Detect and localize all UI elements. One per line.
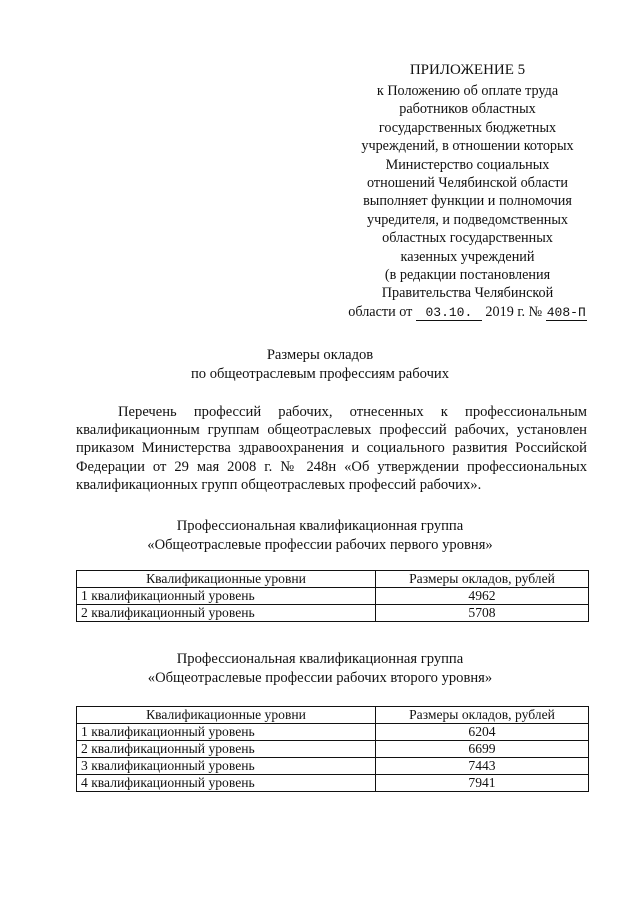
heading-line-2: по общеотраслевым профессиям рабочих [190, 366, 450, 382]
table-row [77, 775, 589, 792]
handwritten-date: 03.10. [416, 306, 482, 321]
appendix-number-prefix: 2019 г. № [485, 303, 543, 320]
appendix-line: работников областных [399, 101, 536, 118]
table-row [77, 605, 589, 622]
level-cell: 4 квалификационный уровень [77, 775, 376, 792]
column-header-salary: Размеры окладов, рублей [376, 707, 589, 724]
salary-cell: 7443 [376, 758, 589, 775]
intro-text: Перечень профессий рабочих, отнесенных к профессиональным квалификационным группам общеотраслевых профессий рабочих, установлен приказом Министерства здравоохранения и социального развития Российской Федерации от 29 мая 2008 г. № 248н «Об утверждении профессиональных квалификационных групп общеотраслевых профессий рабочих». [76, 404, 587, 493]
appendix-line: учредителя, и подведомственных [366, 211, 569, 228]
intro-paragraph [76, 403, 587, 494]
table-header-row [77, 707, 589, 724]
group-title-line-1: Профессиональная квалификационная группа [176, 518, 464, 534]
level-cell: 3 квалификационный уровень [77, 758, 376, 775]
level-cell: 2 квалификационный уровень [77, 605, 376, 622]
appendix-line: государственных бюджетных [378, 119, 557, 136]
level-cell: 1 квалификационный уровень [77, 724, 376, 741]
group-2-title [0, 650, 640, 688]
group-2-salary-table [76, 706, 589, 792]
appendix-line: учреждений, в отношении которых [361, 138, 574, 155]
table-row [77, 758, 589, 775]
appendix-line: Правительства Челябинской [381, 285, 554, 302]
group-title-line-1: Профессиональная квалификационная группа [176, 651, 464, 667]
document-heading [0, 346, 640, 384]
appendix-line: областных государственных [382, 230, 553, 247]
appendix-date-line [325, 303, 610, 321]
salary-cell: 5708 [376, 605, 589, 622]
group-title-line-2: «Общеотраслевые профессии рабочих первого уровня» [147, 537, 493, 553]
salary-cell: 4962 [376, 588, 589, 605]
column-header-level: Квалификационные уровни [77, 571, 376, 588]
level-cell: 2 квалификационный уровень [77, 741, 376, 758]
appendix-line: выполняет функции и полномочия [363, 193, 572, 210]
column-header-salary: Размеры окладов, рублей [376, 571, 589, 588]
group-title-line-2: «Общеотраслевые профессии рабочих второго уровня» [147, 670, 493, 686]
appendix-title: ПРИЛОЖЕНИЕ 5 [409, 62, 526, 78]
table-row [77, 588, 589, 605]
table-row [77, 741, 589, 758]
appendix-date-prefix: области от [348, 303, 413, 320]
appendix-header [325, 60, 610, 321]
appendix-line: к Положению об оплате труда [376, 83, 559, 99]
appendix-line: казенных учреждений [400, 248, 535, 265]
salary-cell: 6699 [376, 741, 589, 758]
appendix-line: Министерство социальных [385, 156, 550, 173]
group-1-title [0, 517, 640, 555]
salary-cell: 7941 [376, 775, 589, 792]
level-cell: 1 квалификационный уровень [77, 588, 376, 605]
appendix-line: отношений Челябинской области [367, 175, 568, 192]
salary-cell: 6204 [376, 724, 589, 741]
table-header-row [77, 571, 589, 588]
table-row [77, 724, 589, 741]
group-1-salary-table [76, 570, 589, 622]
appendix-line: (в редакции постановления [384, 267, 551, 284]
column-header-level: Квалификационные уровни [77, 707, 376, 724]
handwritten-number: 408-П [546, 304, 586, 320]
heading-line-1: Размеры окладов [266, 347, 374, 363]
